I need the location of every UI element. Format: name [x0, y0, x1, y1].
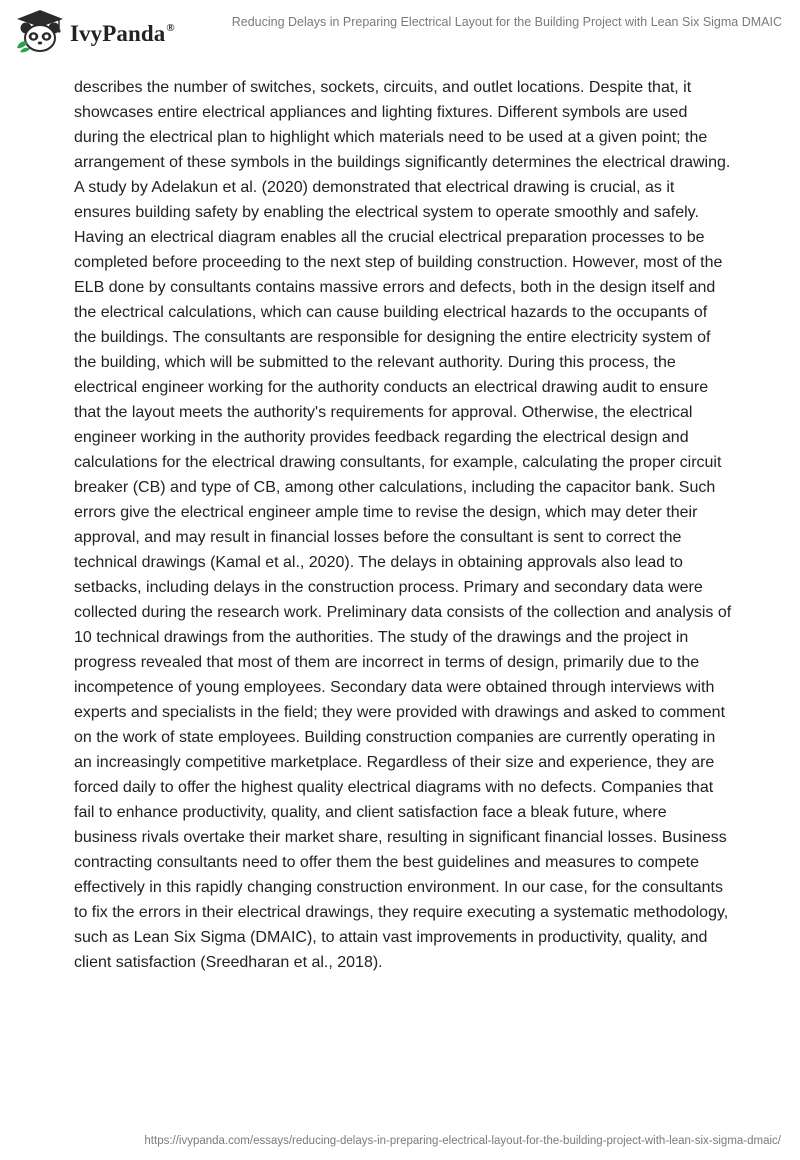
ivypanda-logo[interactable]: [14, 8, 175, 56]
page-header: [0, 0, 800, 64]
source-url[interactable]: https://ivypanda.com/essays/reducing-delays-in-preparing-electrical-layout-for-the-building-project-with-lean-six-sigma-dmaic/: [144, 1135, 781, 1147]
logo-wordmark: IvyPanda®: [70, 21, 175, 46]
panda-graduate-icon: [14, 8, 66, 56]
document-title: Reducing Delays in Preparing Electrical Layout for the Building Project with Lean Six Sigma DMAIC: [231, 15, 782, 29]
essay-body: [74, 75, 732, 975]
body-paragraph: describes the number of switches, sockets, circuits, and outlet locations. Despite that, it showcases entire electrical appliances and lighting fixtures. Different symbols are used during the electrical plan to highlight which materials need to be used at a given point; the arrangement of these symbols in the buildings significantly determines the electrical drawing. A study by Adelakun et al. (2020) demonstrated that electrical drawing is crucial, as it ensures building safety by enabling the electrical system to operate smoothly and safely. Having an electrical diagram enables all the crucial electrical preparation processes to be completed before proceeding to the next step of building construction. However, most of the ELB done by consultants contains massive errors and defects, both in the design itself and the electrical calculations, which can cause building electrical hazards to the occupants of the buildings. The consultants are responsible for designing the entire electricity system of the building, which will be submitted to the relevant authority. During this process, the electrical engineer working for the authority conducts an electrical drawing audit to ensure that the layout meets the authority's requirements for approval. Otherwise, the electrical engineer working in the authority provides feedback regarding the electrical design and calculations for the electrical drawing consultants, for example, calculating the proper circuit breaker (CB) and type of CB, among other calculations, including the capacitor bank. Such errors give the electrical engineer ample time to revise the design, which may deter their approval, and may result in financial losses before the consultant is sent to correct the technical drawings (Kamal et al., 2020). The delays in obtaining approvals also lead to setbacks, including delays in the construction process. Primary and secondary data were collected during the research work. Preliminary data consists of the collection and analysis of 10 technical drawings from the authorities. The study of the drawings and the project in progress revealed that most of them are incorrect in terms of design, primarily due to the incompetence of young employees. Secondary data were obtained through interviews with experts and specialists in the field; they were provided with drawings and asked to comment on the work of state employees. Building construction companies are currently operating in an increasingly competitive marketplace. Regardless of their size and experience, they are forced daily to offer the highest quality electrical diagrams with no defects. Companies that fail to enhance productivity, quality, and client satisfaction face a bleak future, where business rivals overtake their market share, resulting in significant financial losses. Business contracting consultants need to offer them the best guidelines and measures to compete effectively in this rapidly changing construction environment. In our case, for the consultants to fix the errors in their electrical drawings, they require executing a systematic methodology, such as Lean Six Sigma (DMAIC), to attain vast improvements in productivity, quality, and client satisfaction (Sreedharan et al., 2018).: [74, 79, 732, 971]
